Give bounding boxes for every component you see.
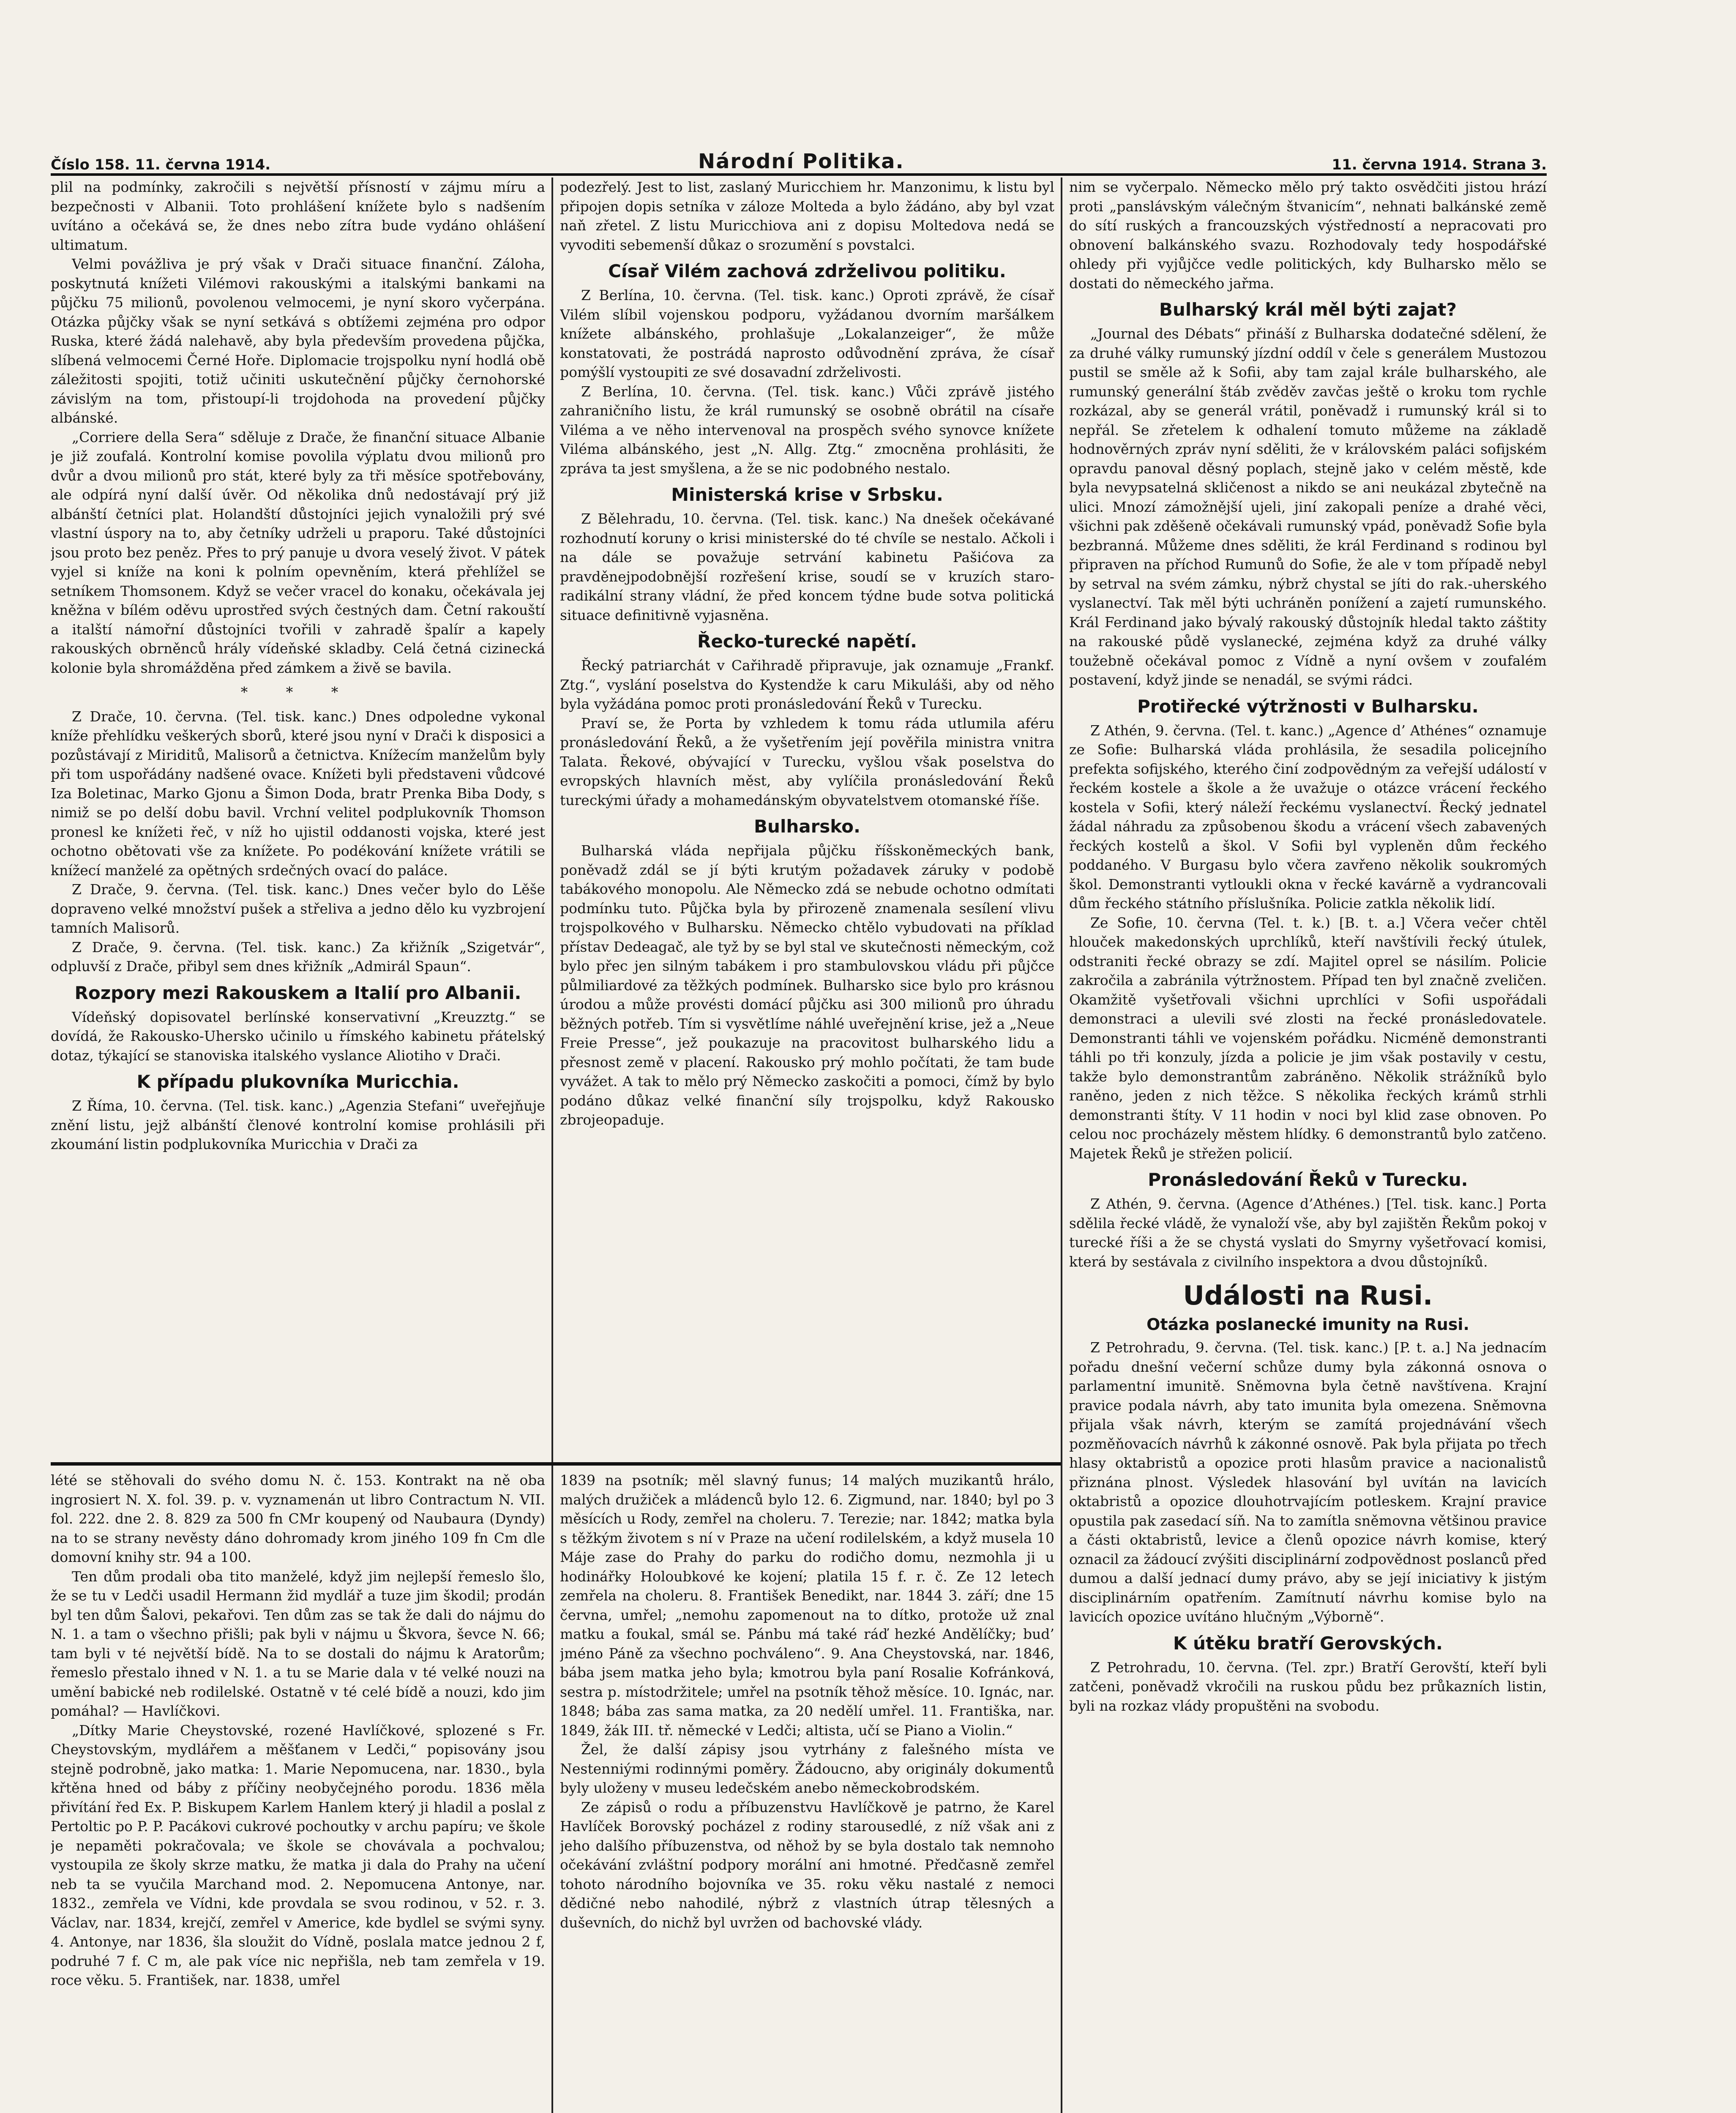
paragraph: Z Drače, 9. června. (Tel. tisk. kanc.) Za křižník „Szigetvár“, odpluvší z Drače, přibyl sem dnes křižník „Admirál Spaun“.: [51, 939, 545, 975]
column-rule: [1061, 177, 1062, 2113]
paragraph: podezřelý. Jest to list, zaslaný Muricchiem hr. Manzonimu, k listu byl připojen dopis setníka v záloze Molteda a bylo žádáno, aby byl vzat naň zřetel. Z listu Muricchiova ani z dopisu Moltedova nedá se vyvoditi sebemenší důkaz o srozumění s povstalci.: [560, 179, 1054, 253]
section-separator: * * *: [240, 684, 355, 700]
paragraph: Ze Sofie, 10. června (Tel. t. k.) [B. t. a.] Včera večer chtěl hlouček makedonských uprchlíků, kteří navštívili řecký útulek, odstraniti řecké obrazy se zdí. Majitel oprel se násilím. Policie zakročila a zabránila výtržnostem. Případ ten byl značně zveličen. Okamžitě vyšetřovali všichni uprchlíci v Sofii uspořádali demonstraci a ulevili své zlosti na řecké pronásledovatele. Demonstranti táhli ve vojenském pořádku. Nicméně demonstranti táhli po tři konzuly, jízda a policie je jim však postavily v cestu, takže bylo demonstrantům zabráněno. Několik strážníků bylo raněno, jeden z nich těžce. S několika řeckých krámů strhli demonstranti štíty. V 11 hodin v noci byl klid zase obnoven. Po celou noc procházely městem hlídky. 6 demonstrantů bylo zatčeno. Majetek Řeků je střežen policií.: [1069, 914, 1547, 1162]
article-heading: Ministerská krise v Srbsku.: [671, 484, 943, 505]
article-heading: Pronásledování Řeků v Turecku.: [1148, 1169, 1468, 1190]
paragraph: „Journal des Débats“ přináší z Bulharska dodatečné sdělení, že za druhé války rumunský jízdní oddíl v čele s generálem Mustozou pustil se směle až k Sofii, aby tam zajal krále bulharského, ale rumunský generální štáb zvěděv zavčas ještě o kroku tom rychle rozkázal, aby se generál vrátil, poněvadž i rumunský král si to nepřál. Se zřetelem k odhalení tomuto můžeme na základě hodnověrných zpráv nyní sděliti, že v královském paláci sofijském opravdu panoval děsný poplach, stejně jako v celém městě, kde byla nevypsatelná skličenost a nikdo se ani neukázal zbytečně na ulici. Mnozí zámožnější ujeli, jiní zakopali peníze a drahé věci, všichni pak zděšeně očekávali rumunský vpád, poněvadž Sofie byla bezbranná. Můžeme dnes sděliti, že král Ferdinand s rodinou byl připraven na příchod Rumunů do Sofie, že ale v tom případě nebyl by setrval na svém zámku, nýbrž chystal se jíti do rak.-uherského vyslanectví. Tak měl býti uchráněn ponížení a zajetí rumunského. Král Ferdinand jako bývalý rakouský důstojník hledal takto záštity na rakouské půdě vyslanecké, zejména když za druhé války toužebně očekával pomoc z Vídně a nyní ovšem v zoufalém postavení, když jinde se nenadál, se svými rádci.: [1069, 325, 1547, 688]
paragraph: Z Athén, 9. června. (Tel. t. kanc.) „Agence d’ Athénes“ oznamuje ze Sofie: Bulharská vláda prohlásila, že sesadila policejního prefekta sofijského, kterého činí zodpovědným za veřejší událostí v řeckém kostele a škole a že uvažuje o otázce vrácení řeckého kostela v Sofii, který náleží řeckému vyslanectví. Řecký jednatel žádal náhradu za způsobenou škodu a vrácení všech zabavených řeckých kostelů a škol. V Sofii byl vypleněn dům řeckého poddaného. V Burgasu bylo včera zavřeno několik soukromých škol. Demonstranti vytloukli okna v řecké kavárně a vydrancovali dům řeckého státního příslušníka. Policie zatkla několik lidí.: [1069, 722, 1547, 912]
article-heading: Protiřecké výtržnosti v Bulharsku.: [1137, 696, 1479, 717]
column-rule: [551, 177, 553, 2113]
paragraph: Řecký patriarchát v Cařihradě připravuje, jak oznamuje „Frankf. Ztg.“, vyslání poselstva do Kystendže k caru Mikuláši, aby od něho byla vyžádána pomoc proti pronásledování Řeků v Turecku.: [560, 657, 1054, 712]
paragraph: „Corriere della Sera“ sděluje z Drače, že finanční situace Albanie je již zoufalá. Kontrolní komise povolila výplatu dvou milionů pro dvůr a dvou milionů pro stát, které byly za tři měsíce spotřebovány, ale odpírá nyní další úvěr. Od několika dnů nedostávají prý již albánští četníci plat. Holandští důstojníci jejich vynaložili prý své vlastní úspory na to, aby četníky udrželi u praporu. Také důstojníci jsou proto bez peněz. Přes to prý panuje u dvora veselý život. V pátek vyjel si kníže na koni k polním opevněním, která přehlížel se setníkem Thomsonem. Když se večer vracel do konaku, očekávala jej kněžna v bílém oděvu uprostřed svých čestných dam. Četní rakouští a italští námořní důstojníci tvořili v zahradě špalír a kapely rakouských obrněnců hrály vídeňské skladby. Celá četná cizinecká kolonie byla shromážděna před zámkem a živě se bavila.: [51, 429, 545, 676]
column-3: [1069, 177, 1547, 2113]
paragraph: Z Berlína, 10. června. (Tel. tisk. kanc.) Oproti zprávě, že císař Vilém slíbil vojenskou podporu, vyžádanou dvorním maršálkem knížete albánského, prohlašuje „Lokalanzeiger“, že může konstatovati, že postrádá naprosto odůvodnění zpráva, že císař pomýšlí vystoupiti ze své dosavadní zdrželivosti.: [560, 287, 1054, 380]
paragraph: Z Bělehradu, 10. června. (Tel. tisk. kanc.) Na dnešek očekávané rozhodnutí koruny o krisi ministerské do té chvíle se nestalo. Ačkoli i na dále se považuje setrvání kabinetu Pašićova za pravděnejpodobnější rozřešení krise, soudí se v kruzích staro-radikální strany vládní, že před koncem týdne bude sotva politická situace definitivně vyjasněna.: [560, 511, 1054, 623]
paragraph: Praví se, že Porta by vzhledem k tomu ráda utlumila aféru pronásledování Řeků, a že vyšetřením její pověřila ministra vnitra Talata. Řekové, obývající v Turecku, vyšlou však poselstva do evropských hlavních měst, aby vylíčila pronásledování Řeků tureckými úřady a mohamedánským obyvatelstvem otomanské říše.: [560, 715, 1054, 808]
masthead: Národní Politika.: [698, 150, 904, 173]
article-heading: Řecko-turecké napětí.: [697, 631, 917, 652]
article-heading: K útěku bratří Gerovských.: [1173, 1633, 1443, 1654]
paragraph: Z Athén, 9. června. (Agence d’Athénes.) [Tel. tisk. kanc.] Porta sdělila řecké vládě, že vynaloží vše, aby byl zajištěn Řekům pokoj v turecké říši a že se chystá vyslati do Smyrny vyšetřovací komisi, která by sestávala z civilního inspektora a dvou důstojníků.: [1069, 1196, 1547, 1270]
paragraph: Z Drače, 10. června. (Tel. tisk. kanc.) Dnes odpoledne vykonal kníže přehlídku veškerých sborů, které jsou nyní v Drači k disposici a pozůstávají z Miriditů, Malisorů a četnictva. Knížecím manželům byly při tom uspořádány nadšené ovace. Knížeti byli představeni vůdcové Iza Boletinac, Marko Gjonu a Šimon Doda, bratr Prenka Biba Dody, s nimiž se po delší dobu bavil. Vrchní velitel podplukovník Thomson pronesl ke knížeti řeč, v níž ho ujistil oddanosti vojska, které jest ochotno obětovati vše za knížete. Po podékování knížete vrátili se knížecí manželé za opětných srdečných ovací do paláce.: [51, 708, 545, 879]
paragraph: Z Petrohradu, 10. června. (Tel. zpr.) Bratří Gerovští, kteří byli zatčeni, poněvadž vkročili na ruskou půdu bez průkazních listin, byli na rozkaz vlády propuštěni na svobodu.: [1069, 1659, 1547, 1714]
date-and-page: 11. června 1914. Strana 3.: [1332, 156, 1547, 173]
paragraph: Vídeňský dopisovatel berlínské konservativní „Kreuzztg.“ se dovídá, že Rakousko-Uhersko učinilo u římského kabinetu přátelský dotaz, týkající se stanoviska italského vyslance Aliotiho v Drači.: [51, 1008, 545, 1064]
paragraph: nim se vyčerpalo. Německo mělo prý takto osvědčiti jistou hrází proti „panslávským válečným štvanicím“, nehnati balkánské země do sítí ruských a francouzských výstředností a nepracovati pro obnovení balkánského svazu. Rozhodovaly tedy hospodářské ohledy při vyjůjčce vedle politických, kdy Bulharsko mělo se dostati do německého jařma.: [1069, 179, 1547, 292]
paragraph: Z Berlína, 10. června. (Tel. tisk. kanc.) Vůči zprávě jistého zahraničního listu, že král rumunský se osobně obrátil na císaře Viléma a ve něho intervenoval na prospěch svého synovce knížete Viléma albánského, jest „N. Allg. Ztg.“ zmocněna prohlásiti, že zpráva ta jest smyšlena, a že se nic podobného nestalo.: [560, 383, 1054, 477]
paragraph: Velmi povážliva je prý však v Drači situace finanční. Záloha, poskytnutá knížeti Vilémovi rakouskými a italskými bankami na půjčku 75 milionů, povolenou velmocemi, je nyní skoro vyčerpána. Otázka půjčky však se nyní setkává s obtížemi zejména pro odpor Ruska, které žádá nalehavě, aby byla především provedena půjčka, slíbená velmocemi Černé Hoře. Diplomacie trojspolku nyní hodlá obě záležitosti spojiti, totiž učiniti uskutečnění půjčky černohorské závislým na tom, přistoupí-li trojdohoda na provedení půjčky albánské.: [51, 256, 545, 426]
paragraph: Ten dům prodali oba tito manželé, když jim nejlepší řemeslo šlo, že se tu v Ledči usadil Hermann žid mydlář a tuze jim škodil; prodán byl ten dům Šalovi, pekařovi. Ten dům zas se tak že dali do nájmu do N. 1. a tam o všechno přišli; pak byli v nájmu u Škvora, ševce N. 66; tam byli v té největší bídě. Na to se dostali do nájmu k Aratorům; řemeslo přestalo ihned v N. 1. a tu se Marie dala v té velké nouzi na umění babické neb rodilelské. Ostatně v té celé bídě a nouzi, kdo jim pomáhal? — Havlíčkovi.: [51, 1568, 545, 1719]
section-heading: Události na Rusi.: [1183, 1280, 1433, 1311]
paragraph: plil na podmínky, zakročili s největší přísností v zájmu míru a bezpečnosti v Albanii. Toto prohlášení knížete bylo s nadšením uvítáno a očekává se, že dnes nebo zítra bude vydáno ohlášení ultimatum.: [51, 179, 545, 253]
feuilleton-column-1: [51, 1471, 545, 2113]
article-heading: Bulharsko.: [754, 816, 860, 837]
newspaper-page: [51, 135, 1547, 2113]
feuilleton-column-2: [560, 1471, 1054, 2113]
paragraph: Bulharská vláda nepřijala půjčku říšskoněmeckých bank, poněvadž zdál se jí býti krutým požadavek záruky v podobě tabákového monopolu. Ale Německo zdá se nebude ochotno odmítati podmínku tuto. Půjčka byla by přirozeně znamenala sesílení vlivu trojspolkového v Bulharsku. Německo chtělo vybudovati na příklad přístav Dedeagač, ale tyž by se byl stal ve skutečnosti německým, což bylo přec jen silným tabákem i pro stambulovskou vládu při půjčce půlmiliardové za těžkých podmínek. Bulharsko sice bylo pro krásnou úrodou a může provésti domácí půjčku asi 300 milionů pro úhradu běžných potřeb. Tím si vysvětlíme náhlé uveřejnění krise, jež a „Neue Freie Presse“, jež poukazuje na pracovitost bulharského lidu a přesnost země v placení. Rakousko prý mohlo počítati, že tam bude vyvážet. A tak to mělo prý Německo zaskočiti a pomoci, čímž by bylo podáno důkaz velké finanční síly trojspolku, když Rakousko zbrojeopaduje.: [560, 842, 1054, 1128]
paragraph: Žel, že další zápisy jsou vytrhány z falešného místa ve Nestenniými rodinnými poměry. Žádoucno, aby originály dokumentů byly uloženy v museu ledečském anebo německobrodském.: [560, 1741, 1054, 1796]
paragraph: „Dítky Marie Cheystovské, rozené Havlíčkové, splozené s Fr. Cheystovským, mydlářem a měšťanem v Ledči,“ popisovány jsou stejně podrobně, jako matka: 1. Marie Nepomucena, nar. 1830., byla křtěna hned od báby z příčiny neobyčejného porodu. 1836 měla přivítání řed Ex. P. Biskupem Karlem Hanlem který ji hladil a poslal z Pertoltic po P. P. Pacákovi cukrové pochoutky v archu papíru; ve škole je nepaměti pokračovala; ve škole se chovávala a pochvalou; vystoupila ze školy skrze matku, že matka ji dala do Prahy na učení neb ta se vyučila Marchand mod. 2. Nepomucena Antonye, nar. 1832., zemřela ve Vídni, kde provdala se svou rodinou, v 52. r. 3. Václav, nar. 1834, krejčí, zemřel v Americe, kde bydlel se svými syny. 4. Antonye, nar 1836, šla sloužit do Vídně, poslala matce jednou 2 f, podruhé 7 f. C m, ale pak více nic nepřišla, neb tam zemřela v 19. roce věku. 5. František, nar. 1838, umřel: [51, 1722, 545, 1988]
column-2: [560, 177, 1054, 1458]
paragraph: lété se stěhovali do svého domu N. č. 153. Kontrakt na ně oba ingrosiert N. X. fol. 39. p. v. vyznamenán ut libro Contractum N. VII. fol. 222. dne 2. 8. 829 za 500 fn CMr koupený od Naubaura (Dyndy) na to se strany nevěsty dáno dohromady krom jiného 109 fn Cm dle domovní knihy str. 94 a 100.: [51, 1472, 545, 1565]
paragraph: 1839 na psotník; měl slavný funus; 14 malých muzikantů hrálo, malých družiček a mládenců bylo 12. 6. Zigmund, nar. 1840; byl po 3 měsících u Rody, zemřel na choleru. 7. Terezie; nar. 1842; matka byla s těžkým životem s ní v Praze na učení rodilelském, a když musela 10 Máje zase do Prahy do parku do rodičho domu, nezmohla ji u hodinářky Holoubkové ke kojení; platila 15 f. r. č. Ze 12 letech zemřela na choleru. 8. František Benedikt, nar. 1844 3. září; dne 15 června, umřel; „nemohu zapomenout na to dítko, protože už znal matku a foukal, smál se. Pánbu má také ráď hezké Andělíčky; bud’ jméno Páně za všechno pochváleno“. 9. Ana Cheystovská, nar. 1846, bába jsem matka jeho byla; kmotrou byla paní Rosalie Kofránková, sestra p. místodržitele; umřel na psotník těhož měsíce. 10. Ignác, nar. 1848; bába zas sama matka, za 20 nedělí umřel. 11. Františka, nar. 1849, žák III. tř. německé v Ledči; altista, učí se Piano a Violin.“: [560, 1472, 1054, 1739]
issue-number: Číslo 158. 11. června 1914.: [51, 156, 271, 173]
article-heading: Bulharský král měl býti zajat?: [1159, 299, 1457, 320]
article-heading: K případu plukovníka Muricchia.: [136, 1071, 459, 1092]
paragraph: Ze zápisů o rodu a příbuzenstvu Havlíčkově je patrno, že Karel Havlíček Borovský pocházel z rodiny starousedlé, z níž však ani z jeho dalšího příbuzenstva, od něhož by se byla dostalo tak nemnoho očekávání zvláštní podpory morální ani hmotné. Předčasně zemřel tohoto národního bojovníka ve 35. roku věku nastalé z nemoci dědičné nebo nahodilé, nýbrž z vlastních útrap tělesných a duševních, do nichž byl uvržen od bachovské vlády.: [560, 1799, 1054, 1931]
paragraph: Z Drače, 9. června. (Tel. tisk. kanc.) Dnes večer bylo do Lěše dopraveno velké množství pušek a střeliva a jedno dělo ku vyzbrojení tamních Malisorů.: [51, 881, 545, 936]
page-header: [51, 135, 1547, 176]
article-heading: Rozpory mezi Rakouskem a Italií pro Albanii.: [74, 982, 521, 1003]
paragraph: Z Říma, 10. června. (Tel. tisk. kanc.) „Agenzia Stefani“ uveřejňuje znění listu, jejž albánští členové kontrolní komise prohlásili při zkoumání listin podplukovníka Muricchia v Drači za: [51, 1097, 545, 1152]
feuilleton-rule: [51, 1462, 1061, 1466]
column-1: [51, 177, 545, 1458]
article-subheading: Otázka poslanecké imunity na Rusi.: [1146, 1315, 1469, 1334]
article-heading: Císař Vilém zachová zdrželivou politiku.: [608, 261, 1006, 281]
paragraph: Z Petrohradu, 9. června. (Tel. tisk. kanc.) [P. t. a.] Na jednacím pořadu dnešní večerní schůze dumy byla zákonná osnova o parlamentní imunitě. Sněmovna byla četně navštívena. Krajní pravice podala návrh, aby tato imunita byla omezena. Sněmovna přijala však návrh, kterým se zamítá projednávání všech pozměňovacích návrhů k zákonné osnově. Pak byla přijata po třech hlasy oktabristů a opozice proti hlasům pravice a nacionalistů přiznána plnost. Výsledek hlasování byl uvítán na lavicích oktabristů a opozice dlouhotrvajícím potleskem. Krajní pravice opustila pak zasedací síň. Na to zamítla sněmovna většinou pravice a části oktabristů, levice a členů opozice návrh komise, který oznacil za žádoucí zvýšiti disciplinární zodpovědnost poslanců před dumou a další jednací dumy právo, aby se její iniciativy k jistým disciplinárním opatřením. Zamítnutí návrhu komise bylo na lavicích opozice uvítáno hlučným „Výborně“.: [1069, 1339, 1547, 1625]
